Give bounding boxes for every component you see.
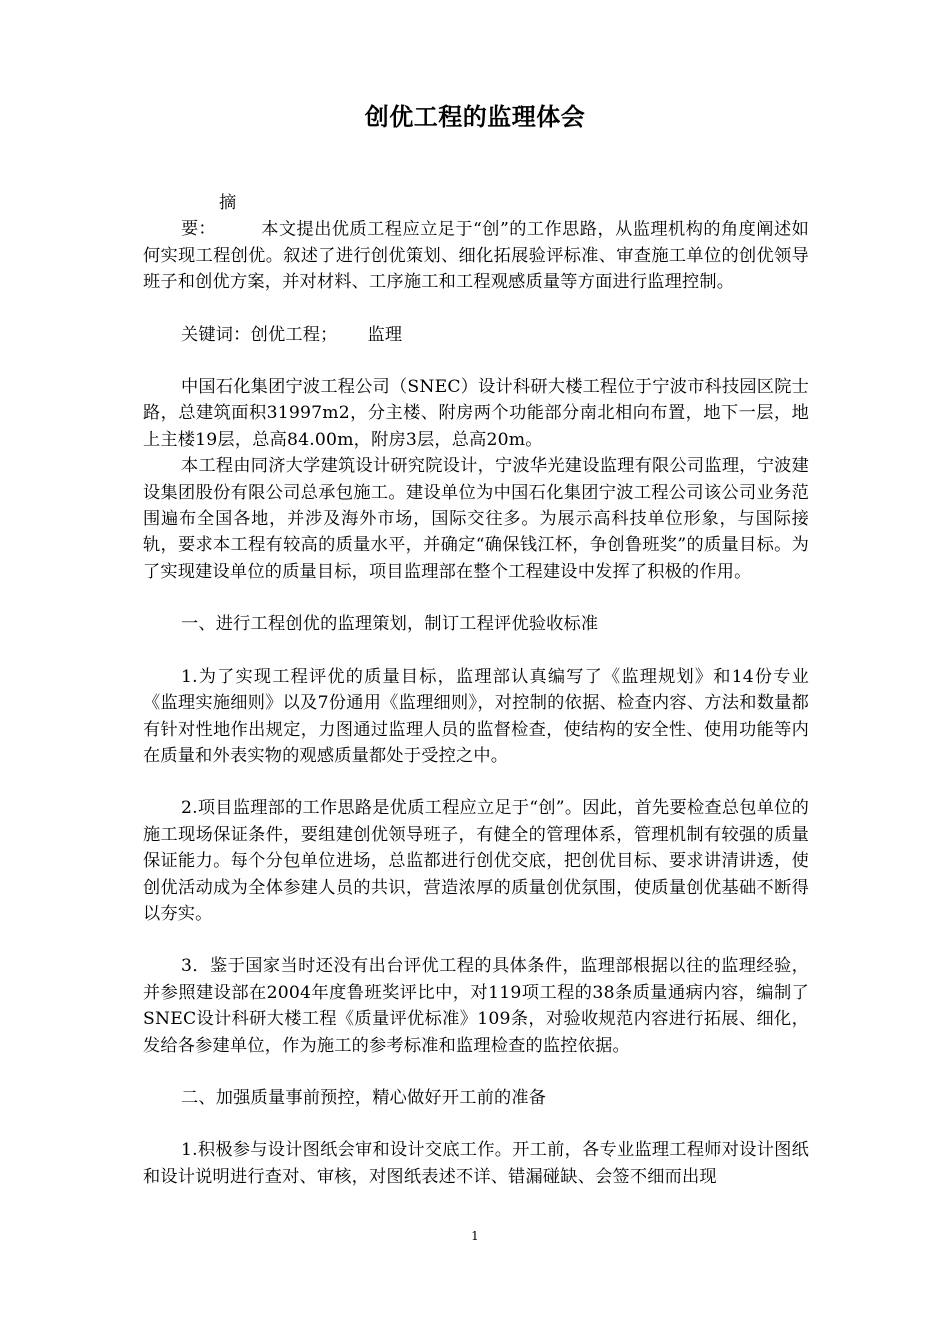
keywords-label: 关键词：	[181, 324, 251, 345]
section1-paragraph-1: 1.为了实现工程评优的质量目标，监理部认真编写了《监理规划》和14份专业《监理实施细则》以及7份通用《监理细则》，对控制的依据、检查内容、方法和数量都有针对性地作出规定，力图通过监理人员的监督检查，使结构的安全性、使用功能等内在质量和外表实物的观感质量都处于受控之中。	[143, 666, 809, 766]
abstract-label: 摘 要：	[181, 193, 272, 240]
keyword-item: 创优工程；	[250, 324, 338, 345]
keyword-item: 监理	[367, 324, 403, 345]
keywords-paragraph	[143, 322, 809, 348]
document-title: 创优工程的监理体会	[364, 103, 586, 131]
intro-paragraph-1: 中国石化集团宁波工程公司（SNEC）设计科研大楼工程位于宁波市科技园区院士路，总建筑面积31997m2，分主楼、附房两个功能部分南北相向布置，地下一层，地上主楼19层，总高84.00m，附房3层，总高20m。	[143, 377, 809, 450]
section1-paragraph-3: 3．鉴于国家当时还没有出台评优工程的具体条件，监理部根据以往的监理经验，并参照建设部在2004年度鲁班奖评比中，对119项工程的38条质量通病内容，编制了SNEC设计科研大楼工程《质量评优标准》109条，对验收规范内容进行拓展、细化，发给各参建单位，作为施工的参考标准和监理检查的监控依据。	[143, 956, 809, 1056]
abstract-paragraph	[143, 190, 809, 296]
page-number: 1	[471, 1229, 479, 1243]
intro-paragraph-2: 本工程由同济大学建筑设计研究院设计，宁波华光建设监理有限公司监理，宁波建设集团股份有限公司总承包施工。建设单位为中国石化集团宁波工程公司该公司业务范围遍布全国各地，并涉及海外市场，国际交往多。为展示高科技单位形象，与国际接轨，要求本工程有较高的质量水平，并确定“确保钱江杯，争创鲁班奖”的质量目标。为了实现建设单位的质量目标，项目监理部在整个工程建设中发挥了积极的作用。	[143, 456, 809, 582]
section2-paragraph-1: 1.积极参与设计图纸会审和设计交底工作。开工前，各专业监理工程师对设计图纸和设计说明进行查对、审核，对图纸表述不详、错漏碰缺、会签不细而出现	[143, 1140, 809, 1187]
section-heading-2: 二、加强质量事前预控，精心做好开工前的准备	[181, 1087, 547, 1108]
section1-paragraph-2: 2.项目监理部的工作思路是优质工程应立足于“创”。因此，首先要检查总包单位的施工现场保证条件，要组建创优领导班子，有健全的管理体系，管理机制有较强的质量保证能力。每个分包单位进场，总监都进行创优交底，把创优目标、要求讲清讲透，使创优活动成为全体参建人员的共识，营造浓厚的质量创优氛围，使质量创优基础不断得以夯实。	[143, 798, 809, 924]
abstract-text: 本文提出优质工程应立足于“创”的工作思路，从监理机构的角度阐述如何实现工程创优。叙述了进行创优策划、细化拓展验评标准、审查施工单位的创优领导班子和创优方案，并对材料、工序施工和工程观感质量等方面进行监理控制。	[143, 219, 809, 293]
document-body	[143, 190, 809, 1190]
section-heading-1: 一、进行工程创优的监理策划，制订工程评优验收标准	[181, 614, 599, 635]
